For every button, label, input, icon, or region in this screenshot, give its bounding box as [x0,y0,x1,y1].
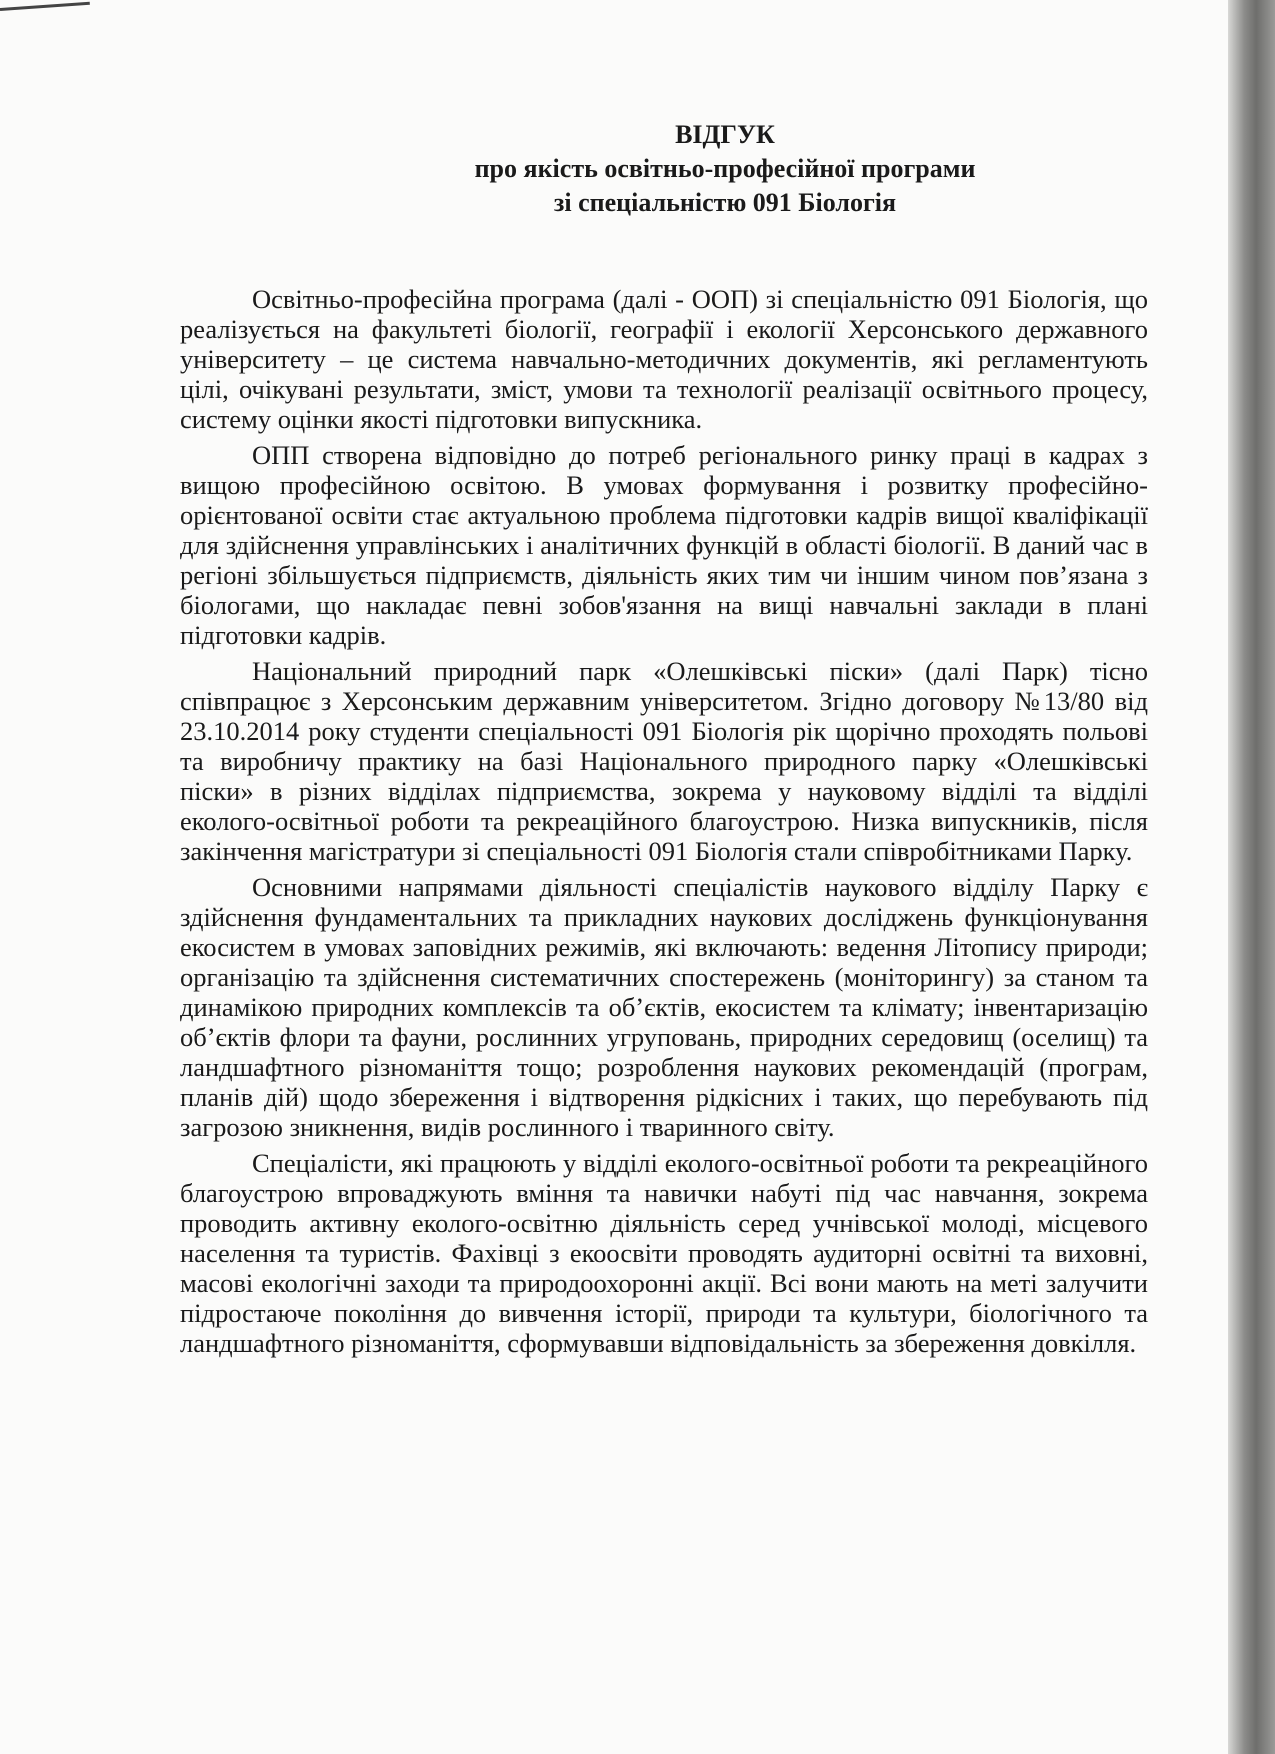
document-subtitle-line2: зі спеціальністю 091 Біологія [553,188,897,217]
paragraph-2: ОПП створена відповідно до потреб регіонального ринку праці в кадрах з вищою професійною освітою. В умовах формування і розвитку професійно-орієнтованої освіти стає актуальною проблема підготовки кадрів вищої кваліфікації для здійснення управлінських і аналітичних функцій в області біології. В даний час в регіоні збільшується підприємств, діяльність яких тим чи іншим чином пов’язана з біологами, що накладає певні зобов'язання на вищі навчальні заклади в плані підготовки кадрів. [180,440,1148,650]
paragraph-3: Національний природний парк «Олешківські піски» (далі Парк) тісно співпрацює з Херсонським державним університетом. Згідно договору №13/80 від 23.10.2014 року студенти спеціальності 091 Біологія рік щорічно проходять польові та виробничу практику на базі Національного природного парку «Олешківські піски» в різних відділах підприємства, зокрема у науковому відділі та відділі еколого-освітньої роботи та рекреаційного благоустрою. Низка випускників, після закінчення магістратури зі спеціальності 091 Біологія стали співробітниками Парку. [180,656,1148,866]
document-title: ВІДГУК [675,120,775,149]
paragraph-1: Освітньо-професійна програма (далі - ООП) зі спеціальністю 091 Біологія, що реалізується на факультеті біології, географії і екології Херсонського державного університету – це система навчально-методичних документів, які регламентують цілі, очікувані результати, зміст, умови та технології реалізації освітнього процесу, систему оцінки якості підготовки випускника. [180,284,1148,434]
document-body [180,284,1148,1364]
paragraph-5: Спеціалісти, які працюють у відділі еколого-освітньої роботи та рекреаційного благоустрою впроваджують вміння та навички набуті під час навчання, зокрема проводить активну еколого-освітню діяльність серед учнівської молоді, місцевого населення та туристів. Фахівці з екоосвіти проводять аудиторні освітні та виховні, масові екологічні заходи та природоохоронні акції. Всі вони мають на меті залучити підростаюче покоління до вивчення історії, природи та культури, біологічного та ландшафтного різноманіття, сформувавши відповідальність за збереження довкілля. [180,1148,1148,1358]
paragraph-4: Основними напрямами діяльності спеціалістів наукового відділу Парку є здійснення фундаментальних та прикладних наукових досліджень функціонування екосистем в умовах заповідних режимів, які включають: ведення Літопису природи; організацію та здійснення систематичних спостережень (моніторингу) за станом та динамікою природних комплексів та об’єктів, екосистем та клімату; інвентаризацію об’єктів флори та фауни, рослинних угруповань, природних середовищ (оселищ) та ландшафтного різноманіття тощо; розроблення наукових рекомендацій (програм, планів дій) щодо збереження і відтворення рідкісних і таких, що перебувають під загрозою зникнення, видів рослинного і тваринного світу. [180,872,1148,1142]
document-subtitle-line1: про якість освітньо-професійної програми [474,154,976,183]
document-heading [0,118,1275,220]
scanner-edge [1228,0,1275,1754]
scan-mark [0,2,90,11]
